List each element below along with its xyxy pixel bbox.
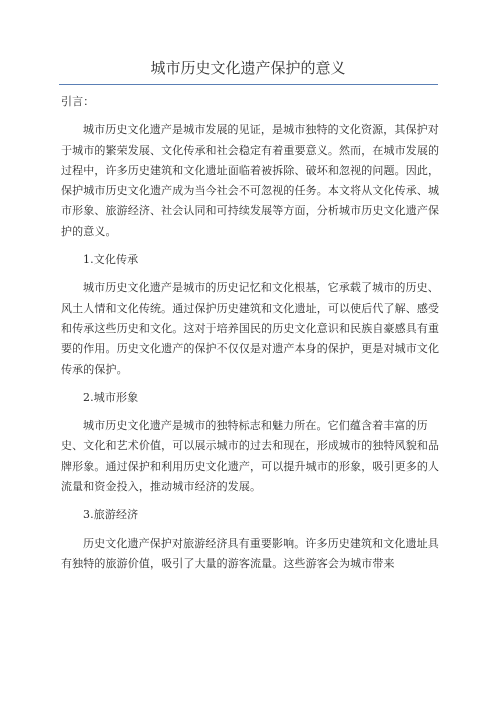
section-heading-culture: 1.文化传承	[83, 253, 139, 267]
document-body	[61, 92, 441, 574]
section-heading-tourism: 3.旅游经济	[83, 508, 139, 522]
intro-label: 引言：	[61, 95, 95, 108]
section-paragraph-culture: 城市历史文化遗产是城市的历史记忆和文化根基，它承载了城市的历史、风土人情和文化传统。通过保护历史建筑和文化遗址，可以使后代了解、感受和传承这些历史和文化。这对于培养国民的历史文化意识和民族自豪感具有重要的作用。历史文化遗产的保护不仅仅是对遗产本身的保护，更是对城市文化传承的保护。	[61, 281, 440, 376]
document-title: 城市历史文化遗产保护的意义	[150, 59, 346, 77]
intro-paragraph: 城市历史文化遗产是城市发展的见证，是城市独特的文化资源，其保护对于城市的繁荣发展、文化传承和社会稳定有着重要意义。然而，在城市发展的过程中，许多历史建筑和文化遗址面临着被拆除、破坏和忽视的问题。因此，保护城市历史文化遗产成为当今社会不可忽视的任务。本文将从文化传承、城市形象、旅游经济、社会认同和可持续发展等方面，分析城市历史文化遗产保护的意义。	[61, 123, 440, 238]
section-paragraph-tourism: 历史文化遗产保护对旅游经济具有重要影响。许多历史建筑和文化遗址具有独特的旅游价值，吸引了大量的游客流量。这些游客会为城市带来	[61, 536, 439, 570]
title-underline	[59, 84, 438, 85]
section-paragraph-city-image: 城市历史文化遗产是城市的独特标志和魅力所在。它们蕴含着丰富的历史、文化和艺术价值，可以展示城市的过去和现在，形成城市的独特风貌和品牌形象。通过保护和利用历史文化遗产，可以提升城市的形象，吸引更多的人流量和资金投入，推动城市经济的发展。	[61, 419, 440, 494]
section-heading-city-image: 2.城市形象	[83, 390, 139, 404]
